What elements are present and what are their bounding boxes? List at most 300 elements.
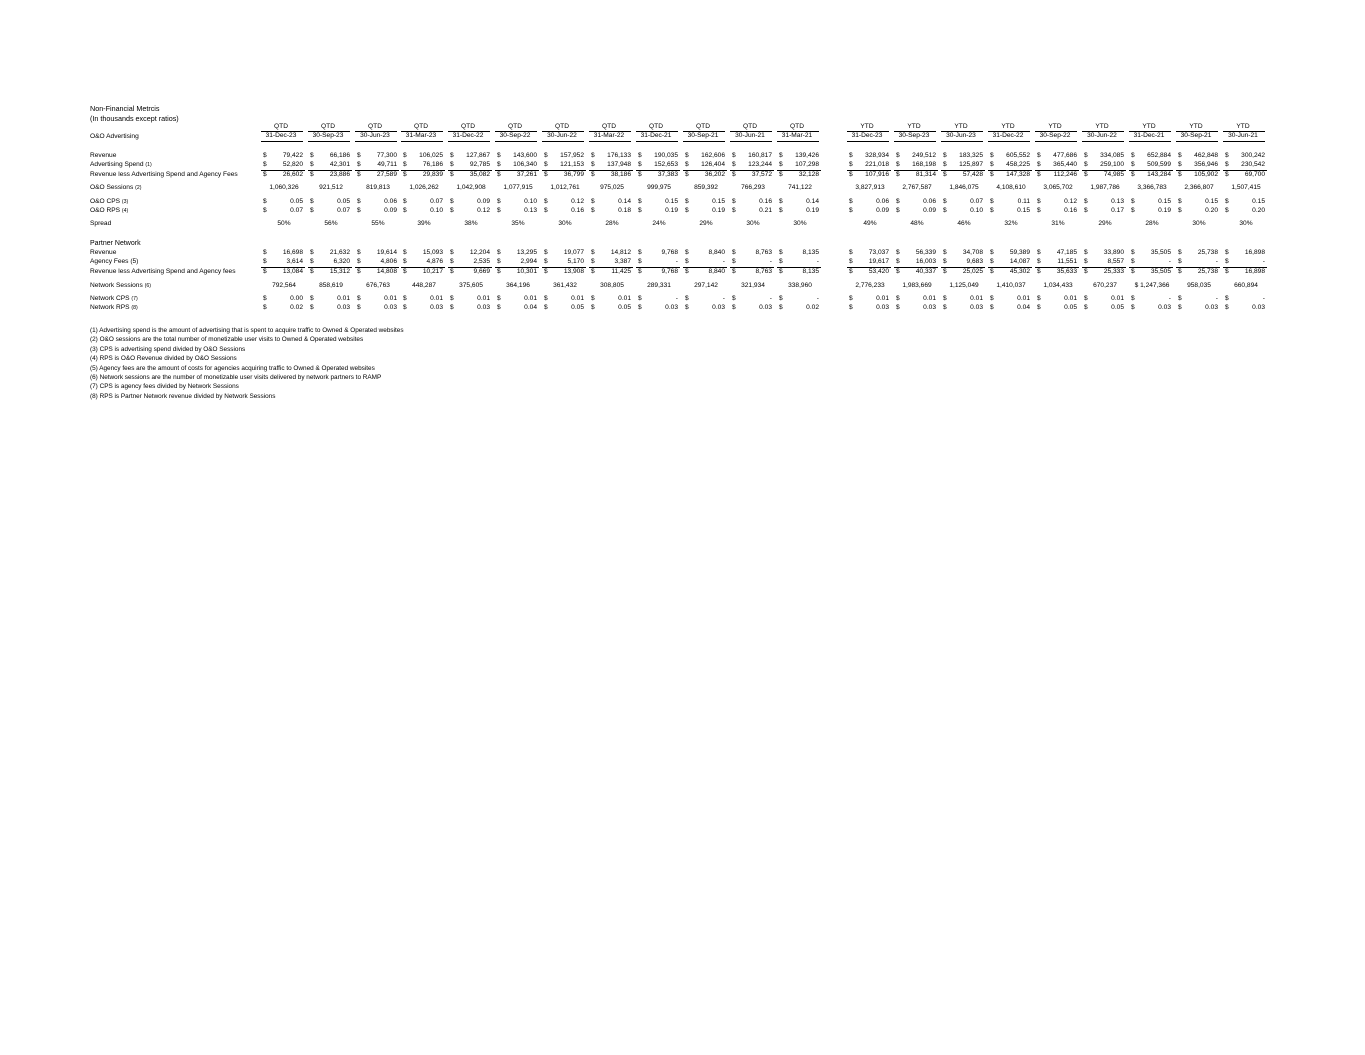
header-rule [847,141,889,142]
cell-value: 0.01 [923,295,936,302]
dollar-sign: $ [685,249,689,256]
cell-value: 45,302 [1009,268,1030,275]
dollar-sign: $ [1131,198,1135,205]
cell-value: 30% [1192,220,1206,227]
row-label: Agency Fees (5) [90,258,139,265]
header-rule [261,141,303,142]
row-label [90,161,152,168]
cell-value: 289,331 [647,282,671,289]
cell-value: 2,535 [473,258,490,265]
cell-value: 12,204 [469,249,490,256]
cell-value: 819,813 [366,184,390,191]
cell-value: 0.07 [337,207,350,214]
dollar-sign: $ [1178,161,1182,168]
dollar-sign: $ [450,171,454,178]
dollar-sign: $ [497,171,501,178]
dollar-sign: $ [310,152,314,159]
cell-value: 10,217 [422,268,443,275]
dollar-sign: $ [779,295,783,302]
cell-value: 152,653 [654,161,678,168]
row-label-text: O&O RPS [90,207,121,214]
cell-value: 652,884 [1147,152,1171,159]
row-label-text: O&O CPS [90,198,121,205]
cell-value: 0.03 [970,304,983,311]
dollar-sign: $ [450,304,454,311]
cell-value: 8,135 [802,249,819,256]
column-header-qtd: QTD [602,123,616,130]
cell-value: 38% [464,220,478,227]
cell-value: 0.15 [665,198,678,205]
column-date-qtd: 31-Mar-23 [405,132,437,139]
cell-value: 0.05 [618,304,631,311]
cell-value: 8,840 [708,268,725,275]
cell-value: 73,037 [868,249,889,256]
cell-value: 25,333 [1103,268,1124,275]
cell-value: 0.15 [712,198,725,205]
row-footnote-ref: (3) [121,199,129,205]
cell-value: 35,082 [469,171,490,178]
cell-value: 29% [699,220,713,227]
cell-value: 8,840 [708,249,725,256]
row-label: Revenue [90,152,117,159]
cell-value: 76,186 [422,161,443,168]
column-header-ytd: YTD [860,123,874,130]
dollar-sign: $ [403,268,407,275]
cell-value: 0.12 [571,198,584,205]
dollar-sign: $ [263,152,267,159]
cell-value: 0.01 [571,295,584,302]
cell-value: 0.19 [712,207,725,214]
cell-value: 33,890 [1103,249,1124,256]
dollar-sign: $ [849,171,853,178]
cell-value: 56% [324,220,338,227]
cell-value: 1,410,037 [996,282,1026,289]
dollar-sign: $ [310,198,314,205]
cell-value: 1,034,433 [1043,282,1073,289]
cell-value: 1,987,786 [1090,184,1120,191]
cell-value: 6,320 [333,258,350,265]
cell-value: 29,839 [422,171,443,178]
dollar-sign: $ [990,207,994,214]
dollar-sign: $ [732,152,736,159]
cell-value: 11,425 [611,268,631,275]
dollar-sign: $ [1037,171,1041,178]
cell-value: 328,934 [865,152,889,159]
dollar-sign: $ [943,304,947,311]
cell-value: 0.09 [923,207,936,214]
cell-value: 40,337 [915,268,936,275]
cell-value: 0.06 [876,198,889,205]
cell-value: 921,512 [319,184,343,191]
cell-value: 0.07 [430,198,443,205]
dollar-sign: $ [403,207,407,214]
cell-value: 19,077 [563,249,584,256]
cell-value: 9,768 [661,268,678,275]
dollar-sign: $ [450,295,454,302]
dollar-sign: $ [1037,295,1041,302]
cell-value: - [1262,295,1265,302]
cell-value: 0.09 [477,198,490,205]
cell-value: 0.19 [665,207,678,214]
dollar-sign: $ [1178,152,1182,159]
dollar-sign: $ [779,258,783,265]
dollar-sign: $ [685,268,689,275]
cell-value: 0.06 [384,198,397,205]
cell-value: 0.12 [1064,198,1077,205]
dollar-sign: $ [357,152,361,159]
header-rule [683,131,725,132]
cell-value: 52,820 [282,161,303,168]
cell-value: 32,128 [798,171,819,178]
cell-value: 0.14 [618,198,631,205]
header-rule [894,141,936,142]
column-header-ytd: YTD [954,123,968,130]
dollar-sign: $ [1131,304,1135,311]
dollar-sign: $ [497,161,501,168]
column-date-qtd: 30-Sep-23 [312,132,344,139]
dollar-sign: $ [357,207,361,214]
cell-value: 0.02 [806,304,819,311]
cell-value: 0.00 [290,295,303,302]
dollar-sign: $ [779,249,783,256]
dollar-sign: $ [849,295,853,302]
cell-value: 30% [793,220,807,227]
dollar-sign: $ [544,249,548,256]
column-header-ytd: YTD [1048,123,1062,130]
cell-value: 50% [277,220,291,227]
header-rule [636,131,678,132]
column-header-ytd: YTD [1001,123,1015,130]
cell-value: 0.02 [290,304,303,311]
dollar-sign: $ [403,161,407,168]
row-label-text: Network RPS [90,304,130,311]
cell-value: 0.21 [759,207,772,214]
row-footnote-ref: (7) [131,296,138,302]
dollar-sign: $ [732,258,736,265]
dollar-sign: $ [990,198,994,205]
cell-value: 477,686 [1053,152,1077,159]
cell-value: 183,325 [959,152,983,159]
cell-value: 462,848 [1194,152,1218,159]
cell-value: 123,244 [748,161,772,168]
dollar-sign: $ [1225,304,1229,311]
dollar-sign: $ [1225,161,1229,168]
header-rule [941,141,983,142]
footnote: (6) Network sessions are the number of monetizable user visits delivered by network partners to RAMP [90,374,382,381]
dollar-sign: $ [497,249,501,256]
column-date-qtd: 30-Jun-23 [360,132,390,139]
cell-value: 2,994 [520,258,537,265]
dollar-sign: $ [1225,295,1229,302]
cell-value: 147,328 [1006,171,1030,178]
dollar-sign: $ [591,207,595,214]
cell-value: 30% [558,220,572,227]
dollar-sign: $ [591,198,595,205]
cell-value: 0.04 [1017,304,1030,311]
cell-value: 0.06 [923,198,936,205]
cell-value: 34,708 [962,249,983,256]
dollar-sign: $ [1225,198,1229,205]
cell-value: 9,683 [966,258,983,265]
cell-value: 56,339 [915,249,936,256]
cell-value: 35% [511,220,525,227]
dollar-sign: $ [591,295,595,302]
dollar-sign: $ [943,258,947,265]
cell-value: 0.11 [1017,198,1030,205]
dollar-sign: $ [357,258,361,265]
dollar-sign: $ [450,249,454,256]
cell-value: 25,738 [1197,249,1218,256]
cell-value: 338,960 [788,282,812,289]
cell-value: 38,186 [610,171,631,178]
dollar-sign: $ [403,198,407,205]
dollar-sign: $ [497,304,501,311]
cell-value: 458,225 [1006,161,1030,168]
dollar-sign: $ [544,161,548,168]
cell-value: 365,440 [1053,161,1077,168]
header-rule [730,141,772,142]
dollar-sign: $ [403,152,407,159]
header-rule [1223,141,1265,142]
dollar-sign: $ [896,198,900,205]
header-rule [589,141,631,142]
cell-value: 1,846,075 [949,184,979,191]
dollar-sign: $ [849,258,853,265]
cell-value: 999,975 [647,184,671,191]
dollar-sign: $ [1084,207,1088,214]
cell-value: 0.16 [759,198,772,205]
dollar-sign: $ [1084,268,1088,275]
dollar-sign: $ [591,258,595,265]
header-rule [589,131,631,132]
cell-value: 28% [1145,220,1159,227]
header-rule [355,131,397,132]
cell-value: 0.05 [1111,304,1124,311]
cell-value: 143,284 [1147,171,1171,178]
cell-value: 19,614 [376,249,397,256]
cell-value: 11,551 [1057,258,1077,265]
cell-value: 39% [417,220,431,227]
cell-value: 107,298 [795,161,819,168]
cell-value: 3,366,783 [1137,184,1167,191]
cell-value: 16,898 [1244,249,1265,256]
cell-value: 35,633 [1056,268,1077,275]
dollar-sign: $ [1178,171,1182,178]
row-label [90,198,128,205]
dollar-sign: $ [1131,268,1135,275]
dollar-sign: $ [591,268,595,275]
dollar-sign: $ [357,249,361,256]
column-date-qtd: 30-Jun-21 [735,132,765,139]
cell-value: 37,383 [657,171,678,178]
cell-value: 9,669 [473,268,490,275]
header-rule [1129,141,1171,142]
dollar-sign: $ [591,152,595,159]
row-label [90,295,138,302]
dollar-sign: $ [544,171,548,178]
column-date-qtd: 31-Dec-23 [265,132,297,139]
header-rule [988,131,1030,132]
cell-value: 0.01 [876,295,889,302]
column-header-qtd: QTD [555,123,569,130]
cell-value: - [1168,295,1171,302]
header-rule [261,131,303,132]
dollar-sign: $ [1178,295,1182,302]
dollar-sign: $ [403,295,407,302]
header-rule [1176,131,1218,132]
cell-value: 0.14 [806,198,819,205]
cell-value: 143,600 [513,152,537,159]
cell-value: 221,018 [865,161,889,168]
row-label-text: O&O Sessions [90,184,134,191]
cell-value: 121,153 [560,161,584,168]
cell-value: 25,738 [1197,268,1218,275]
cell-value: 0.15 [1205,198,1218,205]
cell-value: 958,035 [1187,282,1211,289]
cell-value: 126,404 [701,161,725,168]
cell-value: 139,426 [795,152,819,159]
cell-value: 127,867 [466,152,490,159]
dollar-sign: $ [263,258,267,265]
cell-value: 0.05 [571,304,584,311]
cell-value: 0.03 [1252,304,1265,311]
cell-value: 0.01 [337,295,350,302]
dollar-sign: $ [310,207,314,214]
dollar-sign: $ [1225,258,1229,265]
dollar-sign: $ [1084,258,1088,265]
dollar-sign: $ [310,161,314,168]
column-header-qtd: QTD [649,123,663,130]
dollar-sign: $ [357,198,361,205]
header-rule [355,141,397,142]
dollar-sign: $ [990,249,994,256]
cell-value: 66,186 [329,152,350,159]
cell-value: 16,898 [1244,268,1265,275]
cell-value: 19,617 [868,258,889,265]
dollar-sign: $ [638,295,642,302]
cell-value: 0.04 [524,304,537,311]
cell-value: - [722,295,725,302]
dollar-sign: $ [544,295,548,302]
header-rule [401,131,443,132]
cell-value: $ 1,247,366 [1134,282,1170,289]
dollar-sign: $ [403,304,407,311]
column-header-ytd: YTD [1236,123,1250,130]
dollar-sign: $ [685,171,689,178]
column-date-ytd: 30-Jun-22 [1087,132,1117,139]
cell-value: 2,776,233 [855,282,885,289]
dollar-sign: $ [896,304,900,311]
dollar-sign: $ [990,304,994,311]
row-label [90,282,151,289]
dollar-sign: $ [638,268,642,275]
dollar-sign: $ [357,171,361,178]
cell-value: 8,557 [1107,258,1124,265]
cell-value: 0.10 [430,207,443,214]
header-rule [1223,131,1265,132]
dollar-sign: $ [544,198,548,205]
dollar-sign: $ [732,207,736,214]
dollar-sign: $ [591,249,595,256]
row-footnote-ref: (6) [144,283,151,289]
row-footnote-ref: (8) [131,305,138,311]
header-rule [542,141,584,142]
cell-value: 4,108,610 [996,184,1026,191]
dollar-sign: $ [1225,268,1229,275]
cell-value: 16,698 [282,249,303,256]
cell-value: 334,085 [1100,152,1124,159]
cell-value: - [722,258,725,265]
dollar-sign: $ [591,171,595,178]
dollar-sign: $ [849,161,853,168]
cell-value: 157,952 [560,152,584,159]
dollar-sign: $ [1131,207,1135,214]
column-header-ytd: YTD [907,123,921,130]
dollar-sign: $ [1131,295,1135,302]
dollar-sign: $ [1084,152,1088,159]
cell-value: 448,287 [412,282,436,289]
row-label [90,207,128,214]
footnote: (7) CPS is agency fees divided by Network Sessions [90,383,239,391]
dollar-sign: $ [896,295,900,302]
dollar-sign: $ [638,198,642,205]
dollar-sign: $ [896,258,900,265]
row-label-text: Network Sessions [90,282,143,289]
dollar-sign: $ [638,304,642,311]
dollar-sign: $ [263,161,267,168]
header-rule [495,141,537,142]
header-rule [448,141,490,142]
dollar-sign: $ [896,207,900,214]
cell-value: 0.01 [1111,295,1124,302]
column-header-qtd: QTD [461,123,475,130]
dollar-sign: $ [1131,171,1135,178]
dollar-sign: $ [896,171,900,178]
cell-value: 0.03 [923,304,936,311]
dollar-sign: $ [403,171,407,178]
dollar-sign: $ [685,198,689,205]
column-date-qtd: 30-Sep-22 [499,132,531,139]
cell-value: 1,026,262 [409,184,439,191]
cell-value: 29% [1098,220,1112,227]
column-header-ytd: YTD [1189,123,1203,130]
dollar-sign: $ [1131,258,1135,265]
cell-value: 69,700 [1244,171,1265,178]
cell-value: 0.17 [1111,207,1124,214]
row-label-text: Network CPS [90,295,130,302]
cell-value: 1,077,915 [503,184,533,191]
cell-value: 37,261 [516,171,537,178]
dollar-sign: $ [896,152,900,159]
dollar-sign: $ [849,198,853,205]
cell-value: 15,093 [422,249,443,256]
cell-value: - [816,295,819,302]
cell-value: 0.10 [524,198,537,205]
header-rule [988,141,1030,142]
cell-value: 31% [1051,220,1065,227]
column-date-qtd: 31-Dec-22 [452,132,484,139]
dollar-sign: $ [310,304,314,311]
header-rule [401,141,443,142]
column-header-qtd: QTD [508,123,522,130]
cell-value: 10,301 [516,268,537,275]
dollar-sign: $ [497,198,501,205]
dollar-sign: $ [990,295,994,302]
header-rule [730,131,772,132]
dollar-sign: $ [685,152,689,159]
dollar-sign: $ [685,295,689,302]
dollar-sign: $ [849,249,853,256]
